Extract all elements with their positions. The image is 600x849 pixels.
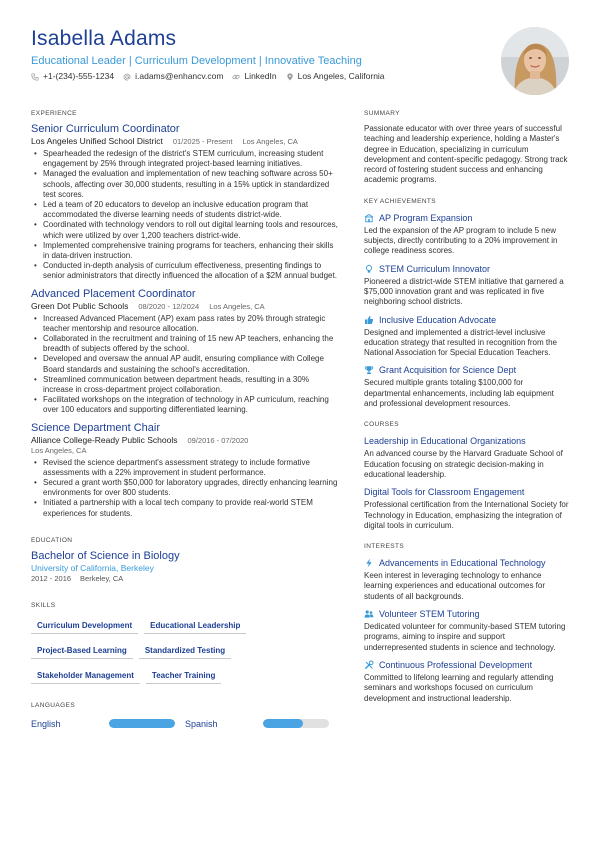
education-degree: Bachelor of Science in Biology [31, 549, 180, 562]
interest-desc: Committed to lifelong learning and regularly attending seminars and workshops focused on curriculum development and instructional leadership. [364, 672, 554, 703]
interest-item [364, 608, 569, 653]
achievement-title: AP Program Expansion [379, 212, 473, 223]
skill-tag: Teacher Training [146, 667, 221, 684]
contact-email[interactable] [123, 71, 223, 82]
course-title: Digital Tools for Classroom Engagement [364, 487, 525, 498]
skill-tag: Curriculum Development [31, 617, 138, 634]
interests-heading: INTERESTS [364, 543, 405, 551]
school-icon [364, 213, 374, 223]
language-item [185, 719, 339, 729]
job-company: Alliance College-Ready Public Schools [31, 434, 178, 445]
left-column [31, 110, 339, 729]
achievement-item [364, 263, 569, 308]
achievement-desc: Pioneered a district-wide STEM initiative that garnered a $75,000 innovation grant and was replicated in five neighboring school districts. [364, 276, 564, 307]
job-location: Los Angeles, CA [31, 445, 87, 455]
skill-tag: Stakeholder Management [31, 667, 140, 684]
job-entry [31, 122, 339, 282]
achievement-desc: Designed and implemented a district-level inclusive education strategy that resulted in recognition from the National Association for Special Education Teachers. [364, 327, 557, 358]
job-bullet: • Collaborated in the recruitment and training of 15 new AP teachers, enhancing the breadth of subjects offered by the school. [31, 334, 339, 354]
summary-text: Passionate educator with over three years of successful teaching and leadership experience, holding a Master's degree in Education, specializing in curriculum development and content-specific pedagogy. Strong track record of fostering student success and enhancing academic programs. [364, 124, 568, 185]
interest-title: Continuous Professional Development [379, 659, 533, 670]
job-entry [31, 287, 339, 416]
education-dates: 2012 - 2016 [31, 573, 72, 583]
summary-heading: SUMMARY [364, 110, 400, 117]
achievement-item [364, 364, 569, 409]
job-bullet: • Managed the evaluation and implementation of new teaching software across 50+ schools, affecting over 30,000 students, resulting in a 15% uptick in standardized test scores. [31, 169, 339, 200]
achievement-item [364, 212, 569, 257]
linkedin-text: LinkedIn [244, 71, 277, 81]
lightbulb-icon [364, 264, 374, 274]
language-name: English [31, 718, 61, 729]
languages-list [31, 719, 339, 729]
language-name: Spanish [185, 718, 218, 729]
job-entry [31, 421, 339, 519]
achievement-title: Inclusive Education Advocate [379, 314, 497, 325]
achievement-title: Grant Acquisition for Science Dept [379, 365, 517, 376]
education-location: Berkeley, CA [80, 573, 124, 583]
job-company: Green Dot Public Schools [31, 300, 129, 311]
email-text: i.adams@enhancv.com [135, 71, 224, 81]
job-title: Science Department Chair [31, 421, 161, 434]
phone-text: +1-(234)-555-1234 [43, 71, 115, 81]
course-desc: An advanced course by the Harvard Graduate School of Education focusing on strategic decision-making in educational leadership. [364, 449, 563, 479]
course-item [364, 435, 569, 480]
job-bullet: • Led a team of 20 educators to develop an inclusive education program that accommodated the diverse learning needs of students district-wide. [31, 200, 339, 220]
people-icon [364, 609, 374, 619]
job-company: Los Angeles Unified School District [31, 136, 163, 146]
job-dates: 08/2020 - 12/2024 [138, 301, 200, 311]
course-desc: Professional certification from the International Society for Technology in Education, emphasizing the integration of digital tools in curriculum. [364, 500, 569, 530]
skills-list [31, 617, 271, 692]
contact-phone[interactable] [31, 71, 114, 82]
trophy-icon [364, 365, 374, 375]
job-title: Senior Curriculum Coordinator [31, 123, 180, 135]
achievement-desc: Secured multiple grants totaling $100,000 for departmental enhancements, including lab equipment and professional development resources. [364, 378, 554, 409]
job-title: Advanced Placement Coordinator [31, 287, 196, 300]
job-bullet: • Conducted in-depth analysis of curriculum effectiveness, presenting findings to senior administrators that directly influenced the allocation of a $2M annual budget. [31, 261, 339, 281]
job-bullets [31, 458, 339, 519]
job-bullet: • Revised the science department's assessment strategy to include formative assessments with a 22% improvement in student performance. [31, 458, 339, 478]
profile-photo [501, 27, 569, 95]
job-bullets [31, 149, 339, 282]
job-dates: 09/2016 - 07/2020 [187, 435, 249, 445]
interest-desc: Dedicated volunteer for community-based STEM tutoring programs, aiming to inspire and support underrepresented students in science and technology. [364, 622, 566, 652]
job-bullet: • Developed and oversaw the annual AP audit, ensuring compliance with College Board standards and sustaining the school's accreditation. [31, 354, 339, 374]
achievement-desc: Led the expansion of the AP program to include 5 new subjects, directly contributing to a 20% improvement in college readiness scores. [364, 225, 558, 256]
job-bullet: • Increased Advanced Placement (AP) exam pass rates by 20% through strategic teacher mentorship and resource allocation. [31, 314, 339, 334]
thumbs-up-icon [364, 315, 374, 325]
location-pin-icon [286, 73, 294, 81]
contact-linkedin[interactable] [232, 71, 276, 82]
interest-desc: Keen interest in leveraging technology to enhance learning experiences and educational outcomes for students of all backgrounds. [364, 571, 546, 601]
experience-heading: EXPERIENCE [31, 110, 77, 117]
interest-item [364, 557, 569, 602]
language-level-bar [109, 719, 175, 728]
job-location: Los Angeles, CA [209, 301, 265, 311]
achievement-item [364, 314, 569, 359]
job-bullet: • Spearheaded the redesign of the district's STEM curriculum, increasing student engagement by 25% through integrated project-based learning initiatives. [31, 149, 339, 169]
location-text: Los Angeles, California [297, 71, 385, 81]
courses-heading: COURSES [364, 421, 399, 429]
bolt-icon [364, 558, 374, 568]
phone-icon [31, 73, 39, 81]
course-title: Leadership in Educational Organizations [364, 436, 526, 447]
education-heading: EDUCATION [31, 536, 73, 544]
job-bullet: • Streamlined communication between department heads, resulting in a 30% increase in cross-department project collaboration. [31, 375, 339, 395]
course-item [364, 486, 569, 531]
job-bullet: • Initiated a partnership with a local tech company to provide real-world STEM experiences for students. [31, 498, 339, 518]
job-bullet: • Facilitated workshops on the integration of technology in AP curriculum, reaching over 100 educators and supporting differentiated learning. [31, 395, 339, 415]
job-bullet: • Implemented comprehensive training programs for teachers, enhancing their skills in data-driven instruction. [31, 241, 339, 261]
contact-location [286, 71, 385, 82]
headline: Educational Leader | Curriculum Development | Innovative Teaching [31, 55, 362, 67]
tools-icon [364, 660, 374, 670]
skills-heading: SKILLS [31, 601, 56, 609]
achievements-heading: KEY ACHIEVEMENTS [364, 197, 437, 205]
resume-header [31, 27, 491, 82]
language-level-bar [263, 719, 329, 728]
job-location: Los Angeles, CA [242, 137, 298, 146]
job-bullets [31, 314, 339, 416]
job-bullet: • Coordinated with technology vendors to roll out digital learning tools and resources, which were utilized by over 1,200 teachers district-wide. [31, 220, 339, 240]
skill-tag: Educational Leadership [144, 617, 246, 634]
job-dates: 01/2025 - Present [172, 137, 233, 146]
language-level-fill [109, 719, 175, 728]
link-icon [232, 73, 240, 81]
interest-title: Advancements in Educational Technology [379, 558, 546, 569]
interest-title: Volunteer STEM Tutoring [379, 609, 480, 620]
job-bullet: • Secured a grant worth $50,000 for laboratory upgrades, directly enhancing learning environments for over 800 students. [31, 478, 339, 498]
skill-tag: Project-Based Learning [31, 642, 133, 659]
right-column [364, 110, 569, 704]
skill-tag: Standardized Testing [139, 642, 231, 659]
contact-row [31, 71, 491, 82]
education-school: University of California, Berkeley [31, 562, 154, 573]
language-item [31, 719, 185, 729]
language-level-fill [263, 719, 303, 728]
languages-heading: LANGUAGES [31, 701, 76, 709]
achievement-title: STEM Curriculum Innovator [379, 263, 491, 274]
interest-item [364, 659, 569, 704]
candidate-name: Isabella Adams [31, 27, 177, 50]
at-icon [123, 73, 131, 81]
